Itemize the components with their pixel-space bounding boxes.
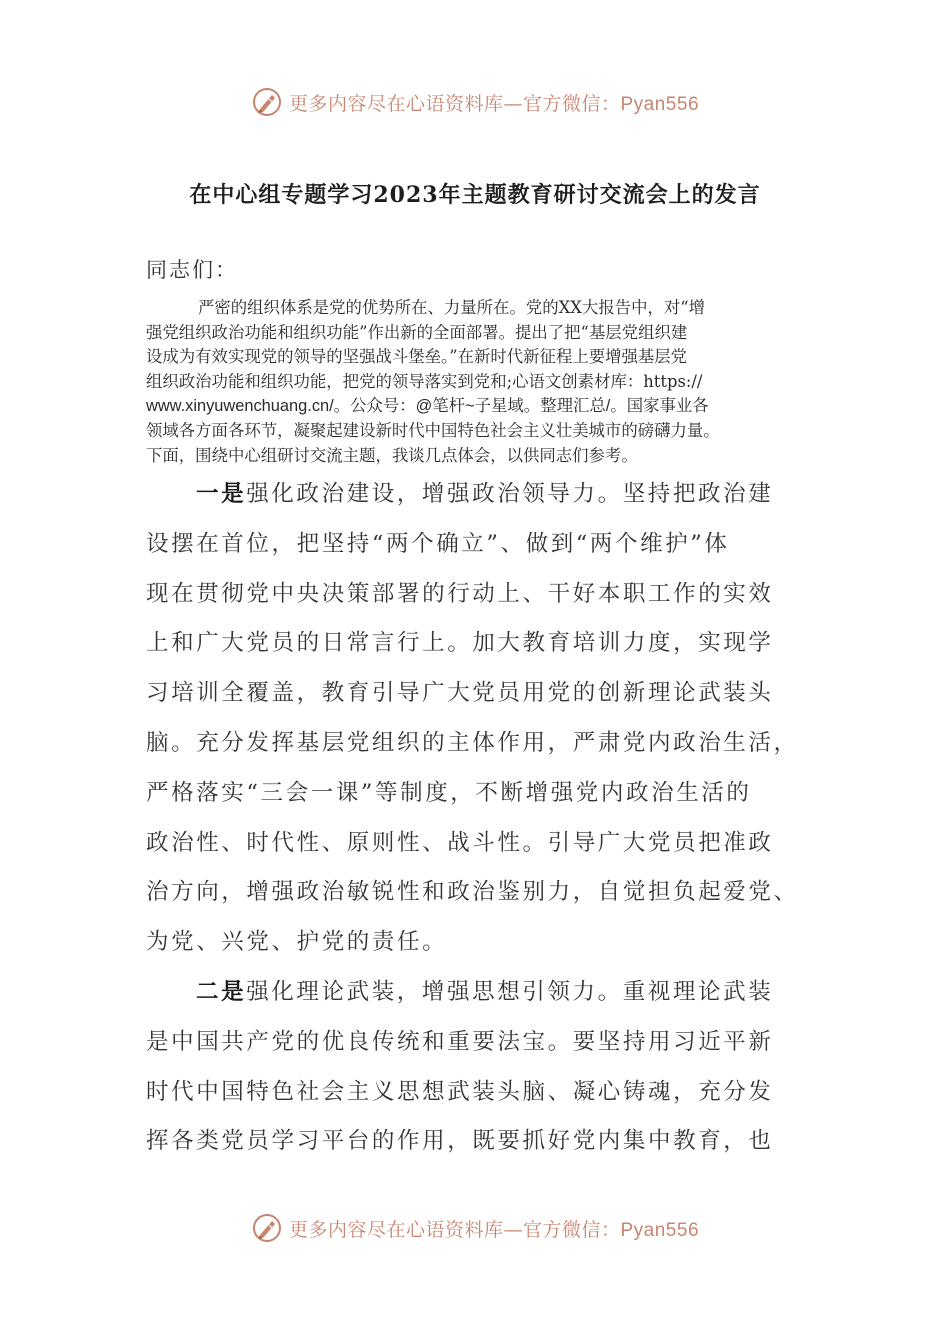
paragraph-line: 上和广大党员的日常言行上。加大教育培训力度，实现学 [146, 630, 774, 657]
paragraph-line: 挥各类党员学习平台的作用，既要抓好党内集中教育，也 [146, 1128, 774, 1155]
paragraph-line: 设摆在首位，把坚持“两个确立”、做到“两个维护”体 [146, 530, 730, 557]
intro-paragraph [146, 296, 814, 468]
paragraph-line: 一是强化政治建设，增强政治领导力。坚持把政治建 [196, 481, 774, 507]
intro-line: 严密的组织体系是党的优势所在、力量所在。党的XX大报告中，对“增 [198, 298, 706, 317]
watermark-banner-top [0, 82, 950, 122]
paragraph-line: 是中国共产党的优良传统和重要法宝。要坚持用习近平新 [146, 1028, 774, 1055]
salutation: 同志们： [146, 258, 238, 282]
pen-nib-logo-icon [251, 86, 283, 118]
paragraph-line: 习培训全覆盖，教育引导广大党员用党的创新理论武装头 [146, 680, 774, 707]
section-lead: 一是 [196, 481, 247, 507]
paragraph-line: 治方向，增强政治敏锐性和政治鉴别力，自觉担负起爱党、 [146, 879, 799, 906]
paragraph-line: 时代中国特色社会主义思想武装头脑、凝心铸魂，充分发 [146, 1078, 774, 1105]
watermark-banner-bottom [0, 1208, 950, 1248]
paragraph-line: 二是强化理论武装，增强思想引领力。重视理论武装 [196, 979, 774, 1005]
paragraph-line: 现在贯彻党中央决策部署的行动上、干好本职工作的实效 [146, 580, 774, 607]
paragraph-line: 严格落实“三会一课”等制度，不断增强党内政治生活的 [146, 779, 752, 806]
section-one-paragraph [146, 470, 806, 968]
paragraph-line: 脑。充分发挥基层党组织的主体作用，严肃党内政治生活， [146, 729, 799, 756]
intro-line: 设成为有效实现党的领导的坚强战斗堡垒。”在新时代新征程上要增强基层党 [146, 347, 688, 367]
intro-line: 下面，围绕中心组研讨交流主题，我谈几点体会，以供同志们参考。 [146, 445, 638, 465]
intro-line: 领域各方面各环节，凝聚起建设新时代中国特色社会主义壮美城市的磅礴力量。 [146, 420, 720, 440]
intro-line: 组织政治功能和组织功能，把党的领导落实到党和;心语文创素材库：https:// [146, 371, 703, 391]
intro-line: www.xinyuwenchuang.cn/。公众号：@笔杆~子星域。整理汇总/。国家事业各 [146, 397, 709, 416]
watermark-text: 更多内容尽在心语资料库—官方微信：Pyan556 [288, 92, 700, 115]
intro-line: 强党组织政治功能和组织功能”作出新的全面部署。提出了把“基层党组织建 [146, 322, 688, 342]
pen-nib-logo-icon [251, 1212, 283, 1244]
wechat-id: Pyan556 [620, 1219, 700, 1241]
document-title: 在中心组专题学习2023年主题教育研讨交流会上的发言 [189, 182, 761, 208]
paragraph-line: 为党、兴党、护党的责任。 [146, 929, 448, 956]
wechat-id: Pyan556 [620, 93, 700, 115]
section-two-paragraph [146, 968, 806, 1167]
watermark-text: 更多内容尽在心语资料库—官方微信：Pyan556 [288, 1218, 700, 1241]
paragraph-line: 政治性、时代性、原则性、战斗性。引导广大党员把准政 [146, 829, 774, 856]
section-lead: 二是 [196, 979, 247, 1005]
